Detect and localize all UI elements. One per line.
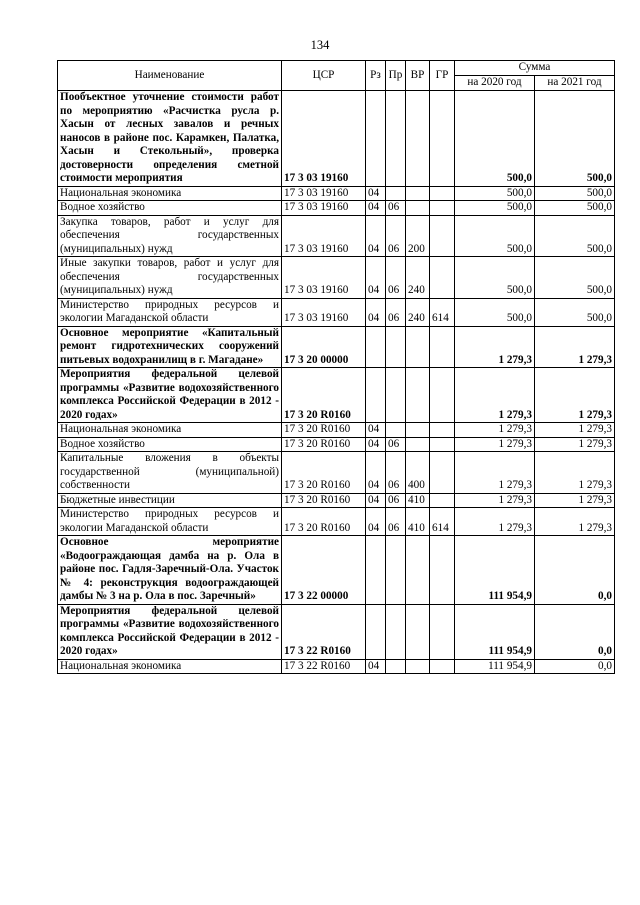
cell-pr: 06 bbox=[386, 298, 406, 326]
cell-csr: 17 3 20 R0160 bbox=[282, 508, 366, 536]
cell-name: Национальная экономика bbox=[58, 423, 282, 438]
cell-sum-2020: 500,0 bbox=[455, 298, 535, 326]
cell-pr: 06 bbox=[386, 201, 406, 216]
cell-sum-2020: 500,0 bbox=[455, 186, 535, 201]
cell-name: Основное мероприятие «Водоограждающая дамба на р. Ола в районе пос. Гадля-Заречный-Ола. Участок № 4: реконструкция водоограждающей дамбы № 3 на р. Ола в пос. Заречный» bbox=[58, 536, 282, 605]
budget-table bbox=[57, 60, 615, 674]
cell-sum-2021: 500,0 bbox=[535, 215, 615, 257]
table-row bbox=[58, 186, 615, 201]
header-rz: Рз bbox=[366, 61, 386, 91]
table-row bbox=[58, 508, 615, 536]
cell-name: Министерство природных ресурсов и экологии Магаданской области bbox=[58, 508, 282, 536]
cell-sum-2021: 0,0 bbox=[535, 659, 615, 674]
cell-sum-2020: 500,0 bbox=[455, 201, 535, 216]
cell-pr bbox=[386, 536, 406, 605]
cell-csr: 17 3 03 19160 bbox=[282, 91, 366, 187]
cell-vr: 410 bbox=[406, 493, 430, 508]
cell-name: Водное хозяйство bbox=[58, 437, 282, 452]
cell-rz bbox=[366, 536, 386, 605]
cell-rz bbox=[366, 91, 386, 187]
cell-pr bbox=[386, 604, 406, 659]
cell-rz: 04 bbox=[366, 257, 386, 299]
header-csr: ЦСР bbox=[282, 61, 366, 91]
cell-sum-2020: 111 954,9 bbox=[455, 659, 535, 674]
cell-csr: 17 3 20 R0160 bbox=[282, 437, 366, 452]
table-row bbox=[58, 368, 615, 423]
table-row bbox=[58, 536, 615, 605]
cell-gr bbox=[430, 186, 455, 201]
cell-name: Закупка товаров, работ и услуг для обеспечения государственных (муниципальных) нужд bbox=[58, 215, 282, 257]
cell-gr: 614 bbox=[430, 298, 455, 326]
cell-pr: 06 bbox=[386, 215, 406, 257]
cell-name: Иные закупки товаров, работ и услуг для обеспечения государственных (муниципальных) нужд bbox=[58, 257, 282, 299]
page-number: 134 bbox=[310, 38, 330, 52]
cell-sum-2020: 111 954,9 bbox=[455, 536, 535, 605]
cell-pr: 06 bbox=[386, 452, 406, 494]
table-row bbox=[58, 493, 615, 508]
cell-rz: 04 bbox=[366, 508, 386, 536]
cell-gr bbox=[430, 659, 455, 674]
table-row bbox=[58, 215, 615, 257]
header-year-2020: на 2020 год bbox=[455, 76, 535, 91]
cell-sum-2020: 500,0 bbox=[455, 257, 535, 299]
cell-pr: 06 bbox=[386, 257, 406, 299]
cell-sum-2020: 1 279,3 bbox=[455, 368, 535, 423]
cell-csr: 17 3 20 R0160 bbox=[282, 493, 366, 508]
table-row bbox=[58, 452, 615, 494]
header-sum: Сумма bbox=[455, 61, 615, 76]
table-row bbox=[58, 201, 615, 216]
cell-sum-2020: 1 279,3 bbox=[455, 437, 535, 452]
cell-sum-2020: 1 279,3 bbox=[455, 423, 535, 438]
table-row bbox=[58, 298, 615, 326]
cell-vr: 240 bbox=[406, 298, 430, 326]
cell-gr bbox=[430, 437, 455, 452]
cell-csr: 17 3 20 R0160 bbox=[282, 423, 366, 438]
cell-name: Национальная экономика bbox=[58, 659, 282, 674]
cell-csr: 17 3 22 R0160 bbox=[282, 604, 366, 659]
cell-rz: 04 bbox=[366, 186, 386, 201]
cell-name: Мероприятия федеральной целевой программы «Развитие водохозяйственного комплекса Российской Федерации в 2012 - 2020 годах» bbox=[58, 368, 282, 423]
table-header bbox=[58, 61, 615, 91]
cell-sum-2020: 1 279,3 bbox=[455, 326, 535, 368]
cell-rz: 04 bbox=[366, 423, 386, 438]
cell-gr bbox=[430, 201, 455, 216]
cell-rz bbox=[366, 368, 386, 423]
cell-csr: 17 3 22 R0160 bbox=[282, 659, 366, 674]
cell-vr bbox=[406, 368, 430, 423]
cell-csr: 17 3 03 19160 bbox=[282, 215, 366, 257]
cell-vr bbox=[406, 423, 430, 438]
cell-rz: 04 bbox=[366, 437, 386, 452]
cell-gr bbox=[430, 604, 455, 659]
cell-sum-2020: 1 279,3 bbox=[455, 493, 535, 508]
cell-vr bbox=[406, 659, 430, 674]
cell-sum-2021: 1 279,3 bbox=[535, 368, 615, 423]
header-year-2021: на 2021 год bbox=[535, 76, 615, 91]
cell-name: Бюджетные инвестиции bbox=[58, 493, 282, 508]
table-body bbox=[58, 91, 615, 674]
cell-rz: 04 bbox=[366, 201, 386, 216]
cell-sum-2021: 1 279,3 bbox=[535, 452, 615, 494]
cell-rz bbox=[366, 604, 386, 659]
cell-vr: 240 bbox=[406, 257, 430, 299]
cell-gr bbox=[430, 326, 455, 368]
header-gr: ГР bbox=[430, 61, 455, 91]
table-row bbox=[58, 423, 615, 438]
cell-gr bbox=[430, 257, 455, 299]
cell-pr bbox=[386, 326, 406, 368]
table-row bbox=[58, 91, 615, 187]
cell-sum-2020: 500,0 bbox=[455, 215, 535, 257]
cell-rz: 04 bbox=[366, 215, 386, 257]
header-name: Наименование bbox=[58, 61, 282, 91]
cell-pr: 06 bbox=[386, 437, 406, 452]
cell-pr: 06 bbox=[386, 493, 406, 508]
cell-csr: 17 3 03 19160 bbox=[282, 186, 366, 201]
cell-csr: 17 3 20 00000 bbox=[282, 326, 366, 368]
cell-rz: 04 bbox=[366, 493, 386, 508]
cell-vr bbox=[406, 326, 430, 368]
table-row bbox=[58, 437, 615, 452]
cell-rz bbox=[366, 326, 386, 368]
cell-name: Капитальные вложения в объекты государственной (муниципальной) собственности bbox=[58, 452, 282, 494]
cell-vr: 400 bbox=[406, 452, 430, 494]
cell-csr: 17 3 22 00000 bbox=[282, 536, 366, 605]
cell-gr bbox=[430, 452, 455, 494]
cell-sum-2020: 1 279,3 bbox=[455, 508, 535, 536]
cell-pr bbox=[386, 91, 406, 187]
cell-sum-2020: 500,0 bbox=[455, 91, 535, 187]
cell-vr bbox=[406, 437, 430, 452]
cell-name: Министерство природных ресурсов и экологии Магаданской области bbox=[58, 298, 282, 326]
cell-vr bbox=[406, 201, 430, 216]
cell-sum-2021: 1 279,3 bbox=[535, 508, 615, 536]
cell-gr bbox=[430, 91, 455, 187]
cell-vr bbox=[406, 536, 430, 605]
cell-csr: 17 3 03 19160 bbox=[282, 257, 366, 299]
cell-csr: 17 3 20 R0160 bbox=[282, 368, 366, 423]
cell-sum-2021: 500,0 bbox=[535, 298, 615, 326]
cell-sum-2021: 1 279,3 bbox=[535, 326, 615, 368]
cell-vr: 410 bbox=[406, 508, 430, 536]
cell-sum-2021: 500,0 bbox=[535, 257, 615, 299]
cell-pr bbox=[386, 659, 406, 674]
cell-gr bbox=[430, 423, 455, 438]
cell-vr bbox=[406, 186, 430, 201]
cell-sum-2021: 500,0 bbox=[535, 201, 615, 216]
table-row bbox=[58, 257, 615, 299]
cell-sum-2021: 0,0 bbox=[535, 604, 615, 659]
cell-name: Основное мероприятие «Капитальный ремонт гидротехнических сооружений питьевых водохранилищ в г. Магадане» bbox=[58, 326, 282, 368]
cell-gr bbox=[430, 493, 455, 508]
cell-sum-2021: 1 279,3 bbox=[535, 493, 615, 508]
cell-pr bbox=[386, 186, 406, 201]
cell-vr bbox=[406, 91, 430, 187]
cell-csr: 17 3 03 19160 bbox=[282, 201, 366, 216]
cell-name: Пообъектное уточнение стоимости работ по мероприятию «Расчистка русла р. Хасын от лесных завалов и речных наносов в районе пос. Карамкен, Палатка, Хасын и Стекольный», проверка достоверности определения сметной стоимости мероприятия bbox=[58, 91, 282, 187]
cell-sum-2020: 1 279,3 bbox=[455, 452, 535, 494]
cell-sum-2021: 500,0 bbox=[535, 91, 615, 187]
cell-name: Мероприятия федеральной целевой программы «Развитие водохозяйственного комплекса Российской Федерации в 2012 - 2020 годах» bbox=[58, 604, 282, 659]
cell-csr: 17 3 20 R0160 bbox=[282, 452, 366, 494]
cell-sum-2021: 500,0 bbox=[535, 186, 615, 201]
header-vr: ВР bbox=[406, 61, 430, 91]
table-row bbox=[58, 659, 615, 674]
cell-sum-2020: 111 954,9 bbox=[455, 604, 535, 659]
cell-gr bbox=[430, 215, 455, 257]
cell-rz: 04 bbox=[366, 298, 386, 326]
table-row bbox=[58, 326, 615, 368]
table-row bbox=[58, 604, 615, 659]
cell-rz: 04 bbox=[366, 659, 386, 674]
cell-gr bbox=[430, 368, 455, 423]
cell-gr bbox=[430, 536, 455, 605]
cell-name: Водное хозяйство bbox=[58, 201, 282, 216]
cell-sum-2021: 1 279,3 bbox=[535, 423, 615, 438]
cell-pr bbox=[386, 423, 406, 438]
cell-sum-2021: 1 279,3 bbox=[535, 437, 615, 452]
cell-sum-2021: 0,0 bbox=[535, 536, 615, 605]
cell-pr: 06 bbox=[386, 508, 406, 536]
cell-name: Национальная экономика bbox=[58, 186, 282, 201]
header-pr: Пр bbox=[386, 61, 406, 91]
cell-pr bbox=[386, 368, 406, 423]
cell-gr: 614 bbox=[430, 508, 455, 536]
cell-vr: 200 bbox=[406, 215, 430, 257]
cell-rz: 04 bbox=[366, 452, 386, 494]
cell-vr bbox=[406, 604, 430, 659]
cell-csr: 17 3 03 19160 bbox=[282, 298, 366, 326]
